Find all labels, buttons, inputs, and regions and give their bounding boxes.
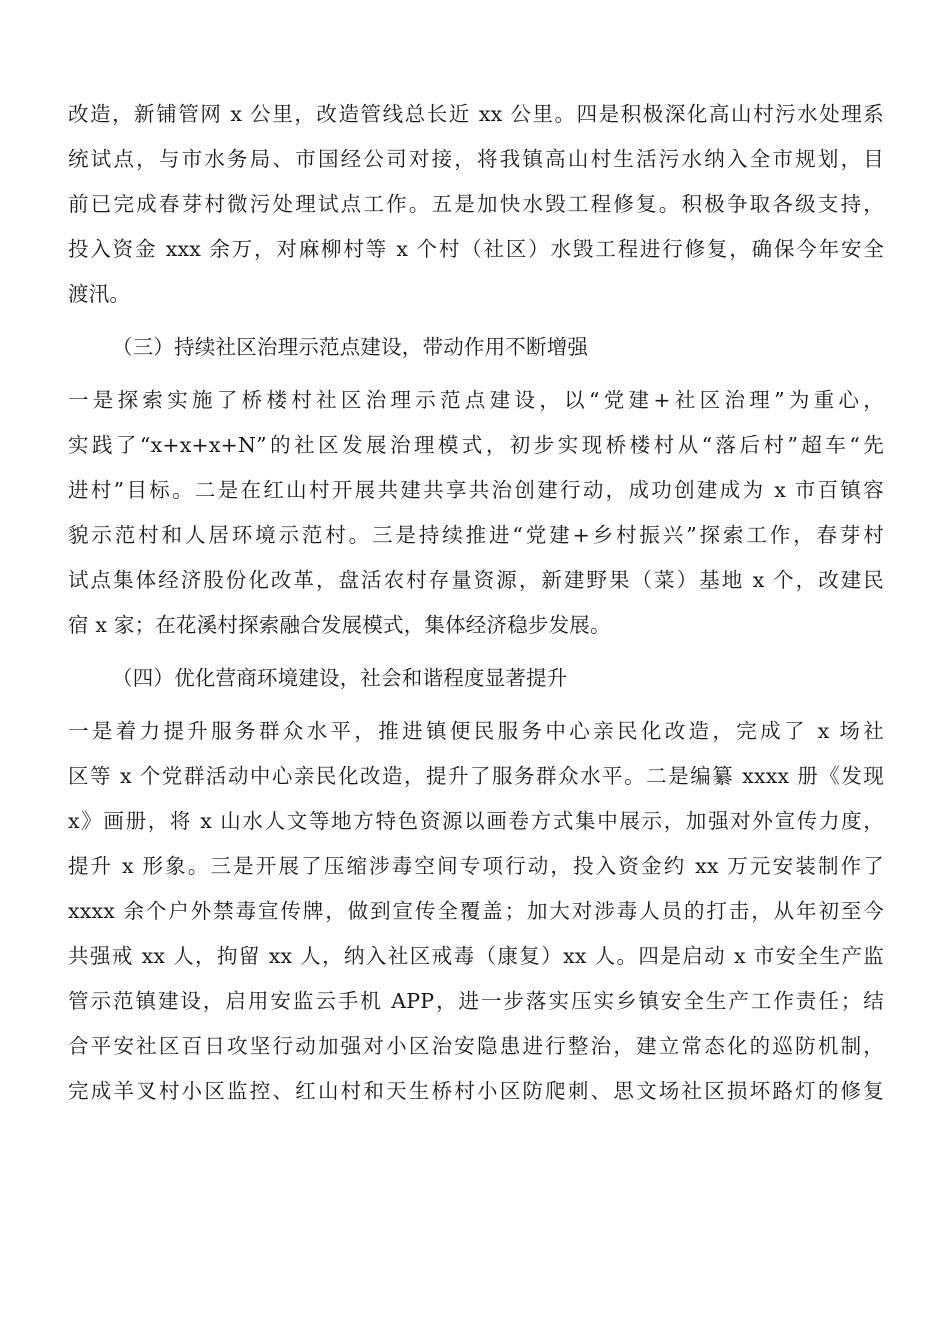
paragraph-gap [68, 648, 884, 656]
text-line: xxxx 余个户外禁毒宣传牌，做到宣传全覆盖；加大对涉毒人员的打击，从年初至今 [68, 899, 884, 923]
text-line: 渡汛。 [68, 282, 131, 306]
text-line: 实践了“x+x+x+N”的社区发展治理模式，初步实现桥楼村从“落后村”超车“先 [68, 433, 884, 457]
text-line: 试点集体经济股份化改革，盘活农村存量资源，新建野果（菜）基地 x 个，改建民 [68, 568, 884, 592]
text-line: 统试点，与市水务局、市国经公司对接，将我镇高山村生活污水纳入全市规划，目 [68, 147, 884, 171]
paragraph-gap [68, 370, 884, 378]
text-line: 管示范镇建设，启用安监云手机 APP，进一步落实压实乡镇安全生产工作责任；结 [68, 989, 884, 1013]
text-line: 宿 x 家；在花溪村探索融合发展模式，集体经济稳步发展。 [68, 613, 611, 637]
section-heading-3: （三）持续社区治理示范点建设，带动作用不断增强 [112, 335, 589, 359]
text-line: 貌示范村和人居环境示范村。三是持续推进“党建+乡村振兴”探索工作，春芽村 [68, 523, 884, 547]
text-line: 投入资金 xxx 余万，对麻柳村等 x 个村（社区）水毁工程进行修复，确保今年安全 [68, 237, 884, 261]
section-heading-4: （四）优化营商环境建设，社会和谐程度显著提升 [112, 666, 568, 690]
paragraph-business-environment [68, 709, 884, 1114]
text-line: 提升 x 形象。三是开展了压缩涉毒空间专项行动，投入资金约 xx 万元安装制作了 [68, 854, 884, 878]
paragraph-gap [68, 701, 884, 709]
paragraph-community-governance [68, 378, 884, 648]
text-line: 区等 x 个党群活动中心亲民化改造，提升了服务群众水平。二是编纂 xxxx 册《发现 [68, 764, 884, 788]
paragraph-water-works [68, 92, 884, 317]
text-line: 共强戒 xx 人，拘留 xx 人，纳入社区戒毒（康复）xx 人。四是启动 x 市安全生产监 [68, 944, 884, 968]
text-line: 进村”目标。二是在红山村开展共建共享共治创建行动，成功创建成为 x 市百镇容 [68, 478, 884, 502]
text-line: 前已完成春芽村微污处理试点工作。五是加快水毁工程修复。积极争取各级支持， [68, 192, 884, 216]
text-line: 改造，新铺管网 x 公里，改造管线总长近 xx 公里。四是积极深化高山村污水处理系 [68, 102, 884, 126]
text-line: x》画册，将 x 山水人文等地方特色资源以画卷方式集中展示，加强对外宣传力度， [68, 809, 884, 833]
text-line: 一是探索实施了桥楼村社区治理示范点建设，以“党建+社区治理”为重心， [68, 388, 884, 412]
document-body [68, 92, 884, 1114]
paragraph-gap [68, 317, 884, 325]
text-line: 一是着力提升服务群众水平，推进镇便民服务中心亲民化改造，完成了 x 场社 [68, 719, 884, 743]
text-line: 完成羊叉村小区监控、红山村和天生桥村小区防爬刺、思文场社区损坏路灯的修复 [68, 1079, 884, 1103]
text-line: 合平安社区百日攻坚行动加强对小区治安隐患进行整治，建立常态化的巡防机制， [68, 1034, 884, 1058]
